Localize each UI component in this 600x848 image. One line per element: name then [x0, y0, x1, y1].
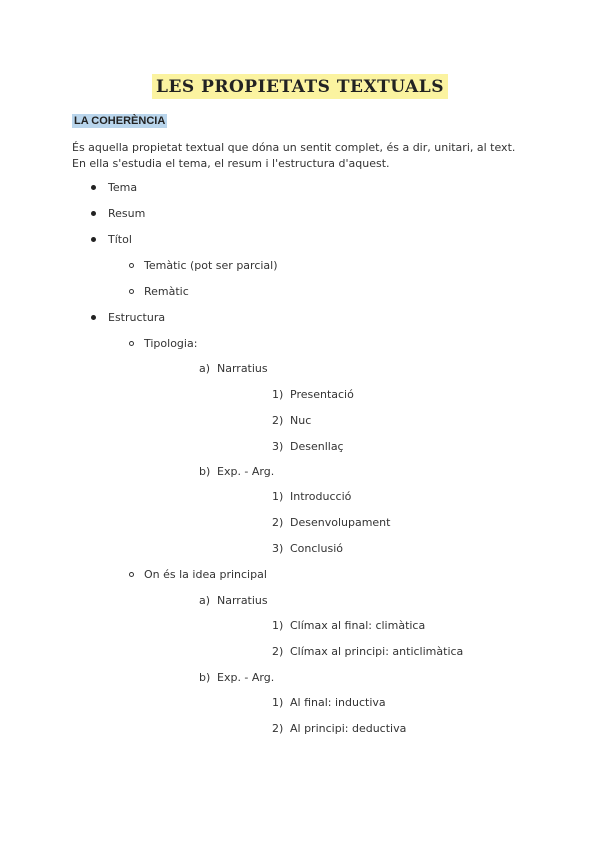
list-marker: 3)	[272, 440, 284, 453]
list-item: Clímax al principi: anticlimàtica	[290, 645, 464, 658]
list-item-titol: Títol	[108, 233, 132, 246]
list-item-idea: On és la idea principal	[144, 568, 267, 581]
list-item-tematic: Temàtic (pot ser parcial)	[144, 259, 278, 272]
list-item: Desenllaç	[290, 440, 344, 453]
list-item-estructura: Estructura	[108, 311, 166, 324]
bullet-icon	[91, 237, 96, 242]
intro-paragraph: És aquella propietat textual que dóna un sentit complet, és a dir, unitari, al text. En ella s'estudia el tema, el resum i l'estructura d'aquest.	[72, 141, 516, 170]
list-marker: a)	[199, 362, 211, 375]
bullet-icon	[91, 211, 96, 216]
list-item-resum: Resum	[108, 207, 146, 220]
list-item-narratius: Narratius	[217, 594, 268, 607]
list-marker: 3)	[272, 542, 284, 555]
list-item-exp-arg: Exp. - Arg.	[217, 671, 275, 684]
list-marker: 2)	[272, 414, 284, 427]
bullet-icon	[91, 315, 96, 320]
list-marker: 1)	[272, 619, 284, 632]
circle-bullet-icon	[129, 572, 134, 577]
list-item: Conclusió	[290, 542, 343, 555]
circle-bullet-icon	[129, 289, 134, 294]
document-title: LES PROPIETATS TEXTUALS	[152, 74, 448, 99]
list-item: Desenvolupament	[290, 516, 391, 529]
list-marker: b)	[199, 465, 211, 478]
list-item-tema: Tema	[108, 181, 138, 194]
section-heading: LA COHERÈNCIA	[74, 115, 166, 127]
list-item-rematic: Remàtic	[144, 285, 189, 298]
circle-bullet-icon	[129, 341, 134, 346]
list-marker: 2)	[272, 722, 284, 735]
list-item: Introducció	[290, 490, 352, 503]
list-item-exp-arg: Exp. - Arg.	[217, 465, 275, 478]
title-container	[0, 74, 600, 99]
list-marker: 1)	[272, 696, 284, 709]
list-marker: a)	[199, 594, 211, 607]
list-item: Presentació	[290, 388, 354, 401]
list-item-tipologia: Tipologia:	[144, 337, 198, 350]
list-marker: b)	[199, 671, 211, 684]
bullet-icon	[91, 185, 96, 190]
list-marker: 1)	[272, 388, 284, 401]
list-item: Clímax al final: climàtica	[290, 619, 426, 632]
circle-bullet-icon	[129, 263, 134, 268]
list-item: Nuc	[290, 414, 312, 427]
list-item: Al principi: deductiva	[290, 722, 407, 735]
list-item-narratius: Narratius	[217, 362, 268, 375]
list-marker: 2)	[272, 516, 284, 529]
list-item: Al final: inductiva	[290, 696, 386, 709]
list-marker: 1)	[272, 490, 284, 503]
list-marker: 2)	[272, 645, 284, 658]
